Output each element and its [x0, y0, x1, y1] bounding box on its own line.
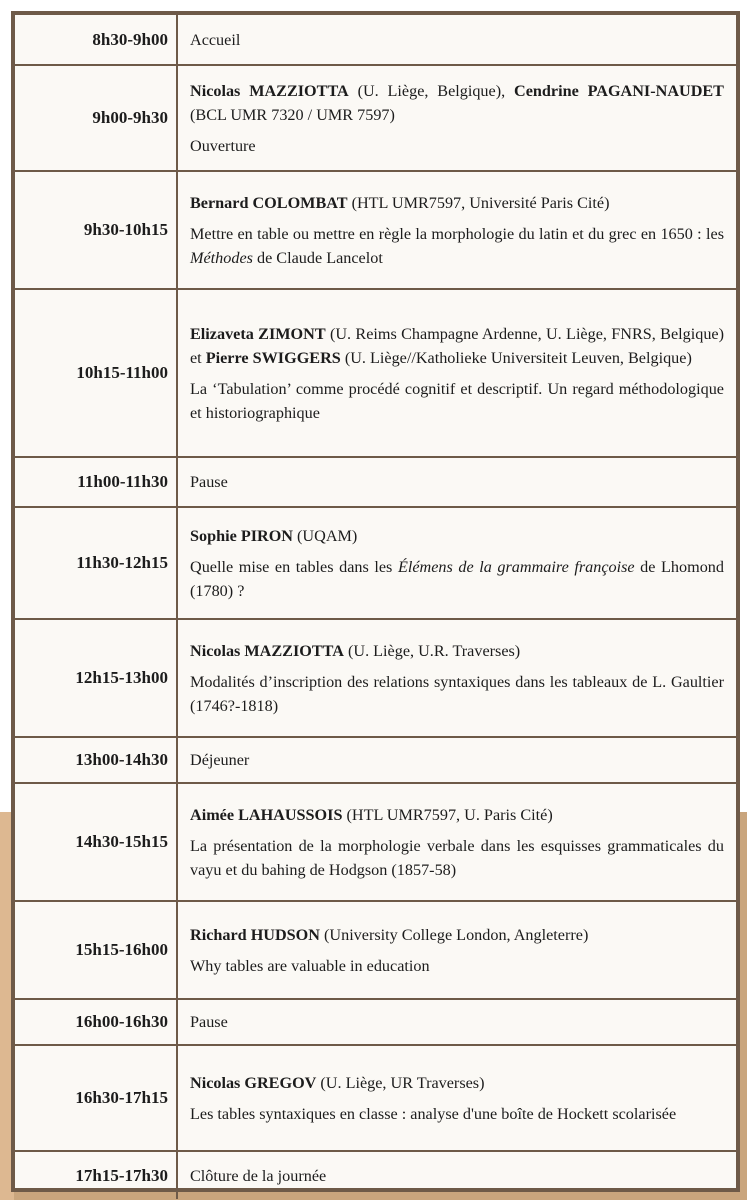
speaker-name: Richard HUDSON [190, 925, 320, 944]
session-time: 9h00-9h30 [15, 65, 177, 171]
speaker-name: Aimée LAHAUSSOIS [190, 805, 343, 824]
speaker-name: Nicolas MAZZIOTTA [190, 641, 344, 660]
session-speakers [190, 322, 724, 370]
session-title [190, 555, 724, 603]
session-content [177, 901, 736, 999]
session-content [177, 737, 736, 783]
session-row [15, 1151, 736, 1199]
session-row [15, 15, 736, 65]
session-row [15, 999, 736, 1045]
session-label: Déjeuner [190, 751, 250, 769]
session-speakers [190, 923, 724, 947]
text-run: Ouverture [190, 136, 256, 155]
session-speakers [190, 191, 724, 215]
session-speakers [190, 524, 724, 548]
session-row [15, 65, 736, 171]
session-content [177, 457, 736, 507]
text-run: Modalités d’inscription des relations syntaxiques dans les tableaux de L. Gaultier (1746?-1818) [190, 672, 724, 715]
session-content [177, 171, 736, 289]
text-run: La présentation de la morphologie verbale dans les esquisses grammaticales du vayu et du bahing de Hodgson (1857-58) [190, 836, 724, 879]
italic-text: Élémens de la grammaire françoise [397, 557, 635, 576]
session-speakers [190, 803, 724, 827]
text-run: (University College London, Angleterre) [319, 925, 589, 944]
session-row [15, 737, 736, 783]
session-content [177, 507, 736, 619]
session-speakers [190, 1071, 724, 1095]
session-content [177, 999, 736, 1045]
session-content [177, 783, 736, 901]
text-run: La ‘Tabulation’ comme procédé cognitif et descriptif. Un regard méthodologique et historiographique [190, 379, 724, 422]
text-run: de Claude Lancelot [252, 248, 383, 267]
session-label: Accueil [190, 30, 241, 49]
speaker-name: Sophie PIRON [190, 526, 293, 545]
session-time: 16h00-16h30 [15, 999, 177, 1045]
session-time: 11h30-12h15 [15, 507, 177, 619]
program-table [15, 15, 736, 1199]
text-run: (UQAM) [293, 526, 358, 545]
session-speakers [190, 79, 724, 127]
program-frame [11, 11, 740, 1192]
session-title [190, 1102, 724, 1126]
session-label: Pause [190, 473, 228, 491]
session-content [177, 15, 736, 65]
session-label: Pause [190, 1013, 228, 1031]
speaker-name: Elizaveta ZIMONT [190, 324, 326, 343]
session-speakers [190, 639, 724, 663]
session-time: 16h30-17h15 [15, 1045, 177, 1151]
text-run: (BCL UMR 7320 / UMR 7597) [190, 105, 395, 124]
session-row [15, 171, 736, 289]
session-content [177, 1151, 736, 1199]
session-time: 17h15-17h30 [15, 1151, 177, 1199]
session-row [15, 1045, 736, 1151]
text-run: Quelle mise en tables dans les [190, 557, 398, 576]
session-row [15, 783, 736, 901]
session-row [15, 289, 736, 457]
text-run: (HTL UMR7597, U. Paris Cité) [342, 805, 553, 824]
session-time: 9h30-10h15 [15, 171, 177, 289]
text-run: de Lhomond (1780) ? [190, 557, 724, 600]
session-row [15, 457, 736, 507]
session-time: 12h15-13h00 [15, 619, 177, 737]
session-row [15, 507, 736, 619]
session-label: Clôture de la journée [190, 1166, 327, 1185]
text-run: (HTL UMR7597, Université Paris Cité) [347, 193, 610, 212]
session-title [190, 954, 724, 978]
text-run: (U. Reims Champagne Ardenne, U. Liège, FNRS, Belgique) et [190, 324, 724, 367]
session-row [15, 619, 736, 737]
session-title [190, 222, 724, 270]
speaker-name: Pierre SWIGGERS [205, 348, 341, 367]
speaker-name: Nicolas MAZZIOTTA [190, 81, 349, 100]
text-run: Les tables syntaxiques en classe : analyse d'une boîte de Hockett scolarisée [190, 1104, 677, 1123]
speaker-name: Bernard COLOMBAT [190, 193, 348, 212]
session-time: 10h15-11h00 [15, 289, 177, 457]
session-content [177, 1045, 736, 1151]
session-content [177, 289, 736, 457]
session-time: 15h15-16h00 [15, 901, 177, 999]
speaker-name: Cendrine PAGANI-NAUDET [514, 81, 724, 100]
text-run: (U. Liège, U.R. Traverses) [343, 641, 521, 660]
speaker-name: Nicolas GREGOV [190, 1073, 317, 1092]
text-run: (U. Liège, Belgique), [348, 81, 514, 100]
session-time: 8h30-9h00 [15, 15, 177, 65]
session-content [177, 619, 736, 737]
session-title [190, 134, 724, 158]
session-time: 13h00-14h30 [15, 737, 177, 783]
session-content [177, 65, 736, 171]
text-run: Why tables are valuable in education [190, 956, 430, 975]
session-title [190, 377, 724, 425]
italic-text: Méthodes [190, 248, 253, 267]
text-run: (U. Liège, UR Traverses) [316, 1073, 485, 1092]
text-run: (U. Liège//Katholieke Universiteit Leuven, Belgique) [340, 348, 692, 367]
session-title [190, 670, 724, 718]
session-time: 14h30-15h15 [15, 783, 177, 901]
session-title [190, 834, 724, 882]
session-time: 11h00-11h30 [15, 457, 177, 507]
session-row [15, 901, 736, 999]
text-run: Mettre en table ou mettre en règle la morphologie du latin et du grec en 1650 : les [190, 224, 724, 243]
